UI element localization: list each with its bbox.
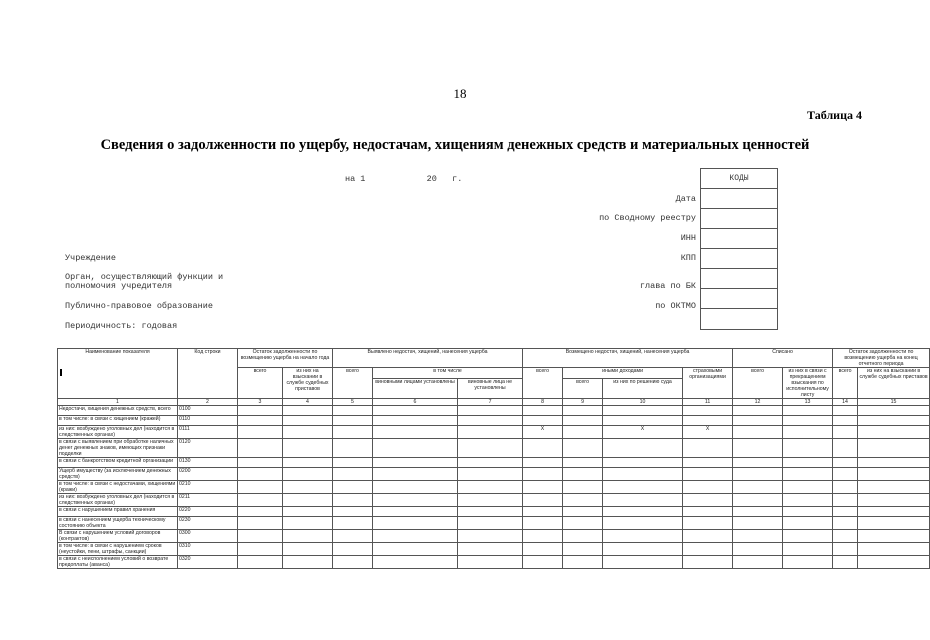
value-cell[interactable] (563, 468, 603, 481)
value-cell[interactable] (833, 543, 858, 556)
value-cell[interactable] (683, 556, 733, 569)
table-row (58, 468, 930, 481)
value-cell[interactable] (523, 556, 563, 569)
column-number: 9 (563, 399, 603, 406)
value-cell[interactable] (238, 507, 283, 517)
value-cell[interactable] (783, 468, 833, 481)
value-cell[interactable] (683, 494, 733, 507)
row-name: в том числе: в связи с нарушением сроков (неустойки, пени, штрафы, санкции) (58, 543, 178, 556)
value-cell[interactable] (858, 426, 930, 439)
x-mark-cell[interactable]: Х (603, 426, 683, 439)
value-cell[interactable] (833, 426, 858, 439)
header-code: Код строки (178, 349, 238, 399)
column-number: 4 (283, 399, 333, 406)
value-cell[interactable] (603, 458, 683, 468)
value-cell[interactable] (563, 556, 603, 569)
table-row (58, 481, 930, 494)
value-cell[interactable] (333, 543, 373, 556)
value-cell[interactable] (833, 439, 858, 458)
value-cell[interactable] (833, 416, 858, 426)
value-cell[interactable] (523, 458, 563, 468)
row-name: из них: возбуждено уголовных дел (находится в следственных органах) (58, 426, 178, 439)
value-cell[interactable] (858, 468, 930, 481)
value-cell[interactable] (238, 416, 283, 426)
table-row (58, 543, 930, 556)
sub-known: виновными лицами установлены (373, 378, 458, 398)
value-cell[interactable] (283, 517, 333, 530)
value-cell[interactable] (373, 517, 458, 530)
header-written-off: Списано (733, 349, 833, 368)
value-cell[interactable] (458, 406, 523, 416)
value-cell[interactable] (458, 426, 523, 439)
value-cell[interactable] (523, 416, 563, 426)
value-cell[interactable] (458, 481, 523, 494)
value-cell[interactable] (783, 543, 833, 556)
row-code: 0220 (178, 507, 238, 517)
value-cell[interactable] (523, 517, 563, 530)
label-oktmo: по ОКТМО (655, 301, 696, 311)
value-cell[interactable] (603, 468, 683, 481)
row-name: в связи с неисполнением условий о возврате предоплаты (аванса) (58, 556, 178, 569)
table-row (58, 458, 930, 468)
value-cell[interactable] (563, 507, 603, 517)
row-name: в том числе: в связи с хищением (кражей) (58, 416, 178, 426)
value-cell[interactable] (603, 517, 683, 530)
value-cell[interactable] (783, 439, 833, 458)
value-cell[interactable] (833, 406, 858, 416)
value-cell[interactable] (858, 530, 930, 543)
value-cell[interactable] (523, 507, 563, 517)
label-organ-2: полномочия учредителя (65, 281, 173, 291)
value-cell[interactable] (283, 481, 333, 494)
row-name: В связи с нарушением условий договоров (контрактов) (58, 530, 178, 543)
value-cell[interactable] (683, 439, 733, 458)
value-cell[interactable] (373, 530, 458, 543)
value-cell[interactable] (603, 543, 683, 556)
value-cell[interactable] (603, 416, 683, 426)
sub-insurance: страховыми организациями (683, 368, 733, 399)
value-cell[interactable] (373, 494, 458, 507)
value-cell[interactable] (683, 416, 733, 426)
code-cell-period[interactable] (701, 309, 777, 329)
header-balance-start: Остаток задолженности по возмещению ущерба на начало года (238, 349, 333, 368)
sub-total-5: всего (333, 368, 373, 399)
value-cell[interactable] (283, 458, 333, 468)
value-cell[interactable] (603, 530, 683, 543)
value-cell[interactable] (373, 543, 458, 556)
row-code: 0300 (178, 530, 238, 543)
row-name: в том числе: в связи с недостачами, хищениями (кражи) (58, 481, 178, 494)
code-cell-kpp[interactable] (701, 249, 777, 269)
sub-end-court: из них на взыскании в службе судебных приставов (858, 368, 930, 399)
value-cell[interactable] (373, 426, 458, 439)
sub-cessation: из них в связи с прекращением взыскания по исполнительному листу (783, 368, 833, 399)
value-cell[interactable] (283, 406, 333, 416)
value-cell[interactable] (373, 468, 458, 481)
value-cell[interactable] (458, 507, 523, 517)
value-cell[interactable] (733, 556, 783, 569)
value-cell[interactable] (603, 507, 683, 517)
codes-box (700, 168, 778, 330)
value-cell[interactable] (733, 439, 783, 458)
row-code: 0130 (178, 458, 238, 468)
value-cell[interactable] (733, 468, 783, 481)
column-number: 15 (858, 399, 930, 406)
value-cell[interactable] (563, 530, 603, 543)
value-cell[interactable] (733, 530, 783, 543)
value-cell[interactable] (733, 481, 783, 494)
value-cell[interactable] (238, 530, 283, 543)
value-cell[interactable] (458, 468, 523, 481)
value-cell[interactable] (733, 507, 783, 517)
row-name: в связи с нарушением правил хранения (58, 507, 178, 517)
value-cell[interactable] (683, 481, 733, 494)
value-cell[interactable] (783, 517, 833, 530)
value-cell[interactable] (523, 543, 563, 556)
code-cell-inn[interactable] (701, 229, 777, 249)
value-cell[interactable] (333, 530, 373, 543)
row-code: 0211 (178, 494, 238, 507)
value-cell[interactable] (238, 543, 283, 556)
label-public-entity: Публично-правовое образование (65, 301, 213, 311)
value-cell[interactable] (783, 556, 833, 569)
sub-total-12: всего (733, 368, 783, 399)
sub-total-8: всего (523, 368, 563, 399)
label-inn: ИНН (680, 233, 696, 243)
value-cell[interactable] (333, 426, 373, 439)
value-cell[interactable] (373, 481, 458, 494)
value-cell[interactable] (833, 481, 858, 494)
value-cell[interactable] (458, 439, 523, 458)
sub-other-income: иными доходами (563, 368, 683, 379)
value-cell[interactable] (733, 458, 783, 468)
value-cell[interactable] (283, 426, 333, 439)
value-cell[interactable] (783, 426, 833, 439)
value-cell[interactable] (733, 416, 783, 426)
value-cell[interactable] (733, 406, 783, 416)
value-cell[interactable] (373, 458, 458, 468)
row-code: 0310 (178, 543, 238, 556)
table-row (58, 556, 930, 569)
value-cell[interactable] (333, 406, 373, 416)
code-cell-registry[interactable] (701, 209, 777, 229)
value-cell[interactable] (783, 416, 833, 426)
value-cell[interactable] (603, 556, 683, 569)
row-code: 0320 (178, 556, 238, 569)
value-cell[interactable] (238, 426, 283, 439)
row-code: 0110 (178, 416, 238, 426)
value-cell[interactable] (683, 530, 733, 543)
page-title: Сведения о задолженности по ущербу, недостачам, хищениям денежных средств и материальных ценностей (100, 137, 810, 153)
value-cell[interactable] (833, 468, 858, 481)
value-cell[interactable] (283, 530, 333, 543)
value-cell[interactable] (833, 556, 858, 569)
value-cell[interactable] (283, 439, 333, 458)
value-cell[interactable] (333, 494, 373, 507)
row-name: в связи с выявлением при обработке наличных денег денежных знаков, имеющих признаки подделки (58, 439, 178, 458)
table-row (58, 507, 930, 517)
column-number: 8 (523, 399, 563, 406)
value-cell[interactable] (333, 458, 373, 468)
value-cell[interactable] (238, 406, 283, 416)
value-cell[interactable] (563, 439, 603, 458)
value-cell[interactable] (733, 517, 783, 530)
code-cell-bk[interactable] (701, 269, 777, 289)
value-cell[interactable] (858, 439, 930, 458)
value-cell[interactable] (683, 543, 733, 556)
column-number: 6 (373, 399, 458, 406)
value-cell[interactable] (283, 468, 333, 481)
x-mark-cell[interactable]: Х (523, 426, 563, 439)
value-cell[interactable] (783, 507, 833, 517)
value-cell[interactable] (333, 507, 373, 517)
value-cell[interactable] (833, 530, 858, 543)
label-institution: Учреждение (65, 253, 117, 263)
page-number: 18 (453, 86, 467, 101)
value-cell[interactable] (858, 481, 930, 494)
value-cell[interactable] (858, 507, 930, 517)
value-cell[interactable] (603, 406, 683, 416)
value-cell[interactable] (283, 556, 333, 569)
value-cell[interactable] (858, 543, 930, 556)
value-cell[interactable] (563, 517, 603, 530)
value-cell[interactable] (238, 439, 283, 458)
table-row (58, 439, 930, 458)
label-registry: по Сводному реестру (599, 213, 696, 223)
label-organ-1: Орган, осуществляющий функции и (65, 272, 224, 282)
date-line: на 1 20 г. (345, 174, 463, 184)
value-cell[interactable] (833, 458, 858, 468)
value-cell[interactable] (783, 458, 833, 468)
column-number: 7 (458, 399, 523, 406)
row-name: Недостачи, хищения денежных средств, всего (58, 406, 178, 416)
value-cell[interactable] (683, 406, 733, 416)
value-cell[interactable] (858, 517, 930, 530)
label-kpp: КПП (680, 253, 696, 263)
value-cell[interactable] (733, 426, 783, 439)
value-cell[interactable] (563, 416, 603, 426)
value-cell[interactable] (283, 543, 333, 556)
value-cell[interactable] (458, 494, 523, 507)
table-row (58, 530, 930, 543)
label-bk: глава по БК (639, 281, 696, 291)
row-name: из них: возбуждено уголовных дел (находится в следственных органах) (58, 494, 178, 507)
value-cell[interactable] (458, 543, 523, 556)
value-cell[interactable] (733, 543, 783, 556)
value-cell[interactable] (783, 530, 833, 543)
row-code: 0111 (178, 426, 238, 439)
sub-total-9: всего (563, 378, 603, 398)
sub-total-3: всего (238, 368, 283, 399)
table-row (58, 426, 930, 439)
value-cell[interactable] (603, 481, 683, 494)
value-cell[interactable] (563, 481, 603, 494)
value-cell[interactable] (858, 458, 930, 468)
codes-header: КОДЫ (701, 169, 777, 189)
value-cell[interactable] (563, 458, 603, 468)
value-cell[interactable] (523, 468, 563, 481)
value-cell[interactable] (333, 439, 373, 458)
table-row (58, 517, 930, 530)
value-cell[interactable] (783, 494, 833, 507)
label-date: Дата (675, 194, 696, 204)
value-cell[interactable] (238, 517, 283, 530)
value-cell[interactable] (458, 458, 523, 468)
value-cell[interactable] (333, 468, 373, 481)
row-name: в связи с нанесением ущерба техническому состоянию объекта (58, 517, 178, 530)
value-cell[interactable] (523, 530, 563, 543)
debt-table (57, 348, 930, 569)
value-cell[interactable] (603, 494, 683, 507)
header-compensated: Возмещено недостач, хищений, нанесения ущерба (523, 349, 733, 368)
value-cell[interactable] (858, 556, 930, 569)
value-cell[interactable] (683, 507, 733, 517)
value-cell[interactable] (238, 468, 283, 481)
row-code: 0100 (178, 406, 238, 416)
table-label: Таблица 4 (807, 108, 862, 122)
value-cell[interactable] (238, 494, 283, 507)
value-cell[interactable] (373, 406, 458, 416)
value-cell[interactable] (563, 426, 603, 439)
value-cell[interactable] (833, 507, 858, 517)
row-code: 0120 (178, 439, 238, 458)
row-code: 0200 (178, 468, 238, 481)
column-number: 12 (733, 399, 783, 406)
value-cell[interactable] (283, 416, 333, 426)
column-numbers-row (58, 399, 930, 406)
value-cell[interactable] (563, 543, 603, 556)
value-cell[interactable] (833, 517, 858, 530)
code-cell-date[interactable] (701, 189, 777, 209)
column-number: 2 (178, 399, 238, 406)
value-cell[interactable] (283, 494, 333, 507)
header-found: Выявлено недостач, хищений, нанесения ущерба (333, 349, 523, 368)
column-number: 14 (833, 399, 858, 406)
value-cell[interactable] (333, 481, 373, 494)
value-cell[interactable] (783, 481, 833, 494)
value-cell[interactable] (683, 458, 733, 468)
sub-court-4: из них на взыскании в службе судебных приставов (283, 368, 333, 399)
row-code: 0230 (178, 517, 238, 530)
value-cell[interactable] (333, 416, 373, 426)
value-cell[interactable] (858, 406, 930, 416)
header-balance-end: Остаток задолженности по возмещению ущерба на конец отчетного периода (833, 349, 930, 368)
value-cell[interactable] (523, 494, 563, 507)
column-number: 3 (238, 399, 283, 406)
label-periodicity: Периодичность: годовая (65, 321, 178, 331)
header-row-1 (58, 349, 930, 368)
value-cell[interactable] (458, 517, 523, 530)
value-cell[interactable] (373, 416, 458, 426)
value-cell[interactable] (683, 517, 733, 530)
column-number: 10 (603, 399, 683, 406)
row-name: Ущерб имуществу (за исключением денежных средств) (58, 468, 178, 481)
value-cell[interactable] (238, 556, 283, 569)
table-row (58, 416, 930, 426)
sub-by-decision: из них по решению суда (603, 378, 683, 398)
value-cell[interactable] (458, 530, 523, 543)
value-cell[interactable] (373, 439, 458, 458)
column-number: 5 (333, 399, 373, 406)
x-mark-cell[interactable]: Х (683, 426, 733, 439)
value-cell[interactable] (373, 556, 458, 569)
column-number: 1 (58, 399, 178, 406)
value-cell[interactable] (238, 481, 283, 494)
value-cell[interactable] (683, 468, 733, 481)
value-cell[interactable] (373, 507, 458, 517)
table-row (58, 406, 930, 416)
value-cell[interactable] (283, 507, 333, 517)
row-name: в связи с банкротством кредитной организации (58, 458, 178, 468)
value-cell[interactable] (603, 439, 683, 458)
row-code: 0210 (178, 481, 238, 494)
value-cell[interactable] (523, 481, 563, 494)
value-cell[interactable] (858, 416, 930, 426)
sub-unknown: виновные лица не установлены (458, 378, 523, 398)
value-cell[interactable] (523, 406, 563, 416)
value-cell[interactable] (783, 406, 833, 416)
value-cell[interactable] (458, 556, 523, 569)
sub-incl: в том числе (373, 368, 523, 379)
value-cell[interactable] (333, 517, 373, 530)
column-number: 11 (683, 399, 733, 406)
value-cell[interactable] (858, 494, 930, 507)
table-row (58, 494, 930, 507)
value-cell[interactable] (563, 406, 603, 416)
column-number: 13 (783, 399, 833, 406)
header-name: Наименование показателя (58, 349, 178, 399)
sub-total-14: всего (833, 368, 858, 399)
value-cell[interactable] (333, 556, 373, 569)
code-cell-oktmo[interactable] (701, 289, 777, 309)
value-cell[interactable] (523, 439, 563, 458)
value-cell[interactable] (458, 416, 523, 426)
value-cell[interactable] (733, 494, 783, 507)
value-cell[interactable] (238, 458, 283, 468)
value-cell[interactable] (563, 494, 603, 507)
value-cell[interactable] (833, 494, 858, 507)
